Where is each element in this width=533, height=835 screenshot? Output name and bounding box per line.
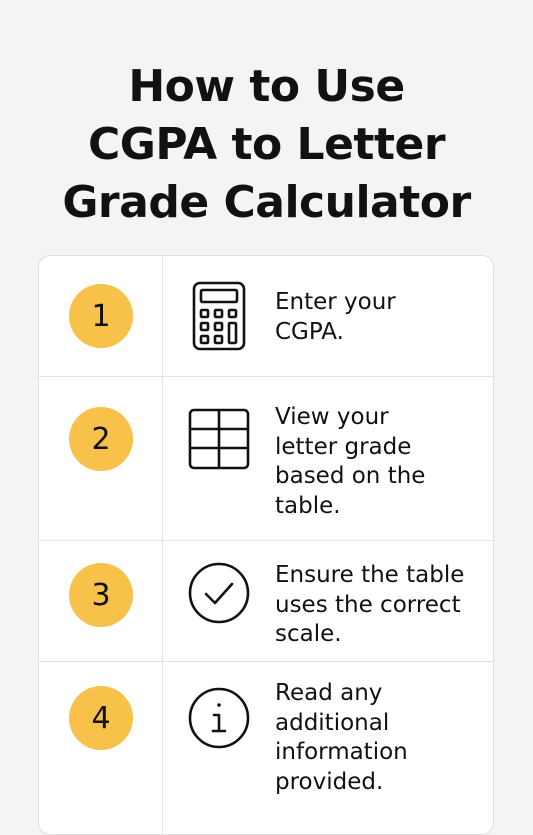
checkmark-circle-icon [187, 557, 251, 629]
column-divider [162, 256, 163, 376]
title-line-2: CGPA to Letter [87, 119, 446, 170]
step-description: View your letter grade based on the table. [275, 404, 426, 519]
step-description: Enter your CGPA. [275, 289, 396, 345]
info-circle-icon [187, 682, 251, 754]
step-row [39, 541, 493, 662]
page-title [0, 58, 533, 232]
title-line-3: Grade Calculator [62, 177, 471, 228]
column-divider [162, 377, 163, 540]
step-description: Read any additional information provided. [275, 680, 408, 795]
title-line-1: How to Use [128, 61, 405, 112]
step-number-badge: 4 [69, 686, 133, 750]
step-row [39, 256, 493, 377]
step-number-badge: 2 [69, 407, 133, 471]
step-number-badge: 3 [69, 563, 133, 627]
step-row [39, 662, 493, 835]
step-description: Ensure the table uses the correct scale. [275, 562, 465, 647]
steps-card [38, 255, 494, 835]
step-row [39, 377, 493, 541]
step-number-badge: 1 [69, 284, 133, 348]
column-divider [162, 662, 163, 835]
table-grid-icon [187, 403, 251, 475]
column-divider [162, 541, 163, 661]
calculator-icon [187, 280, 251, 352]
